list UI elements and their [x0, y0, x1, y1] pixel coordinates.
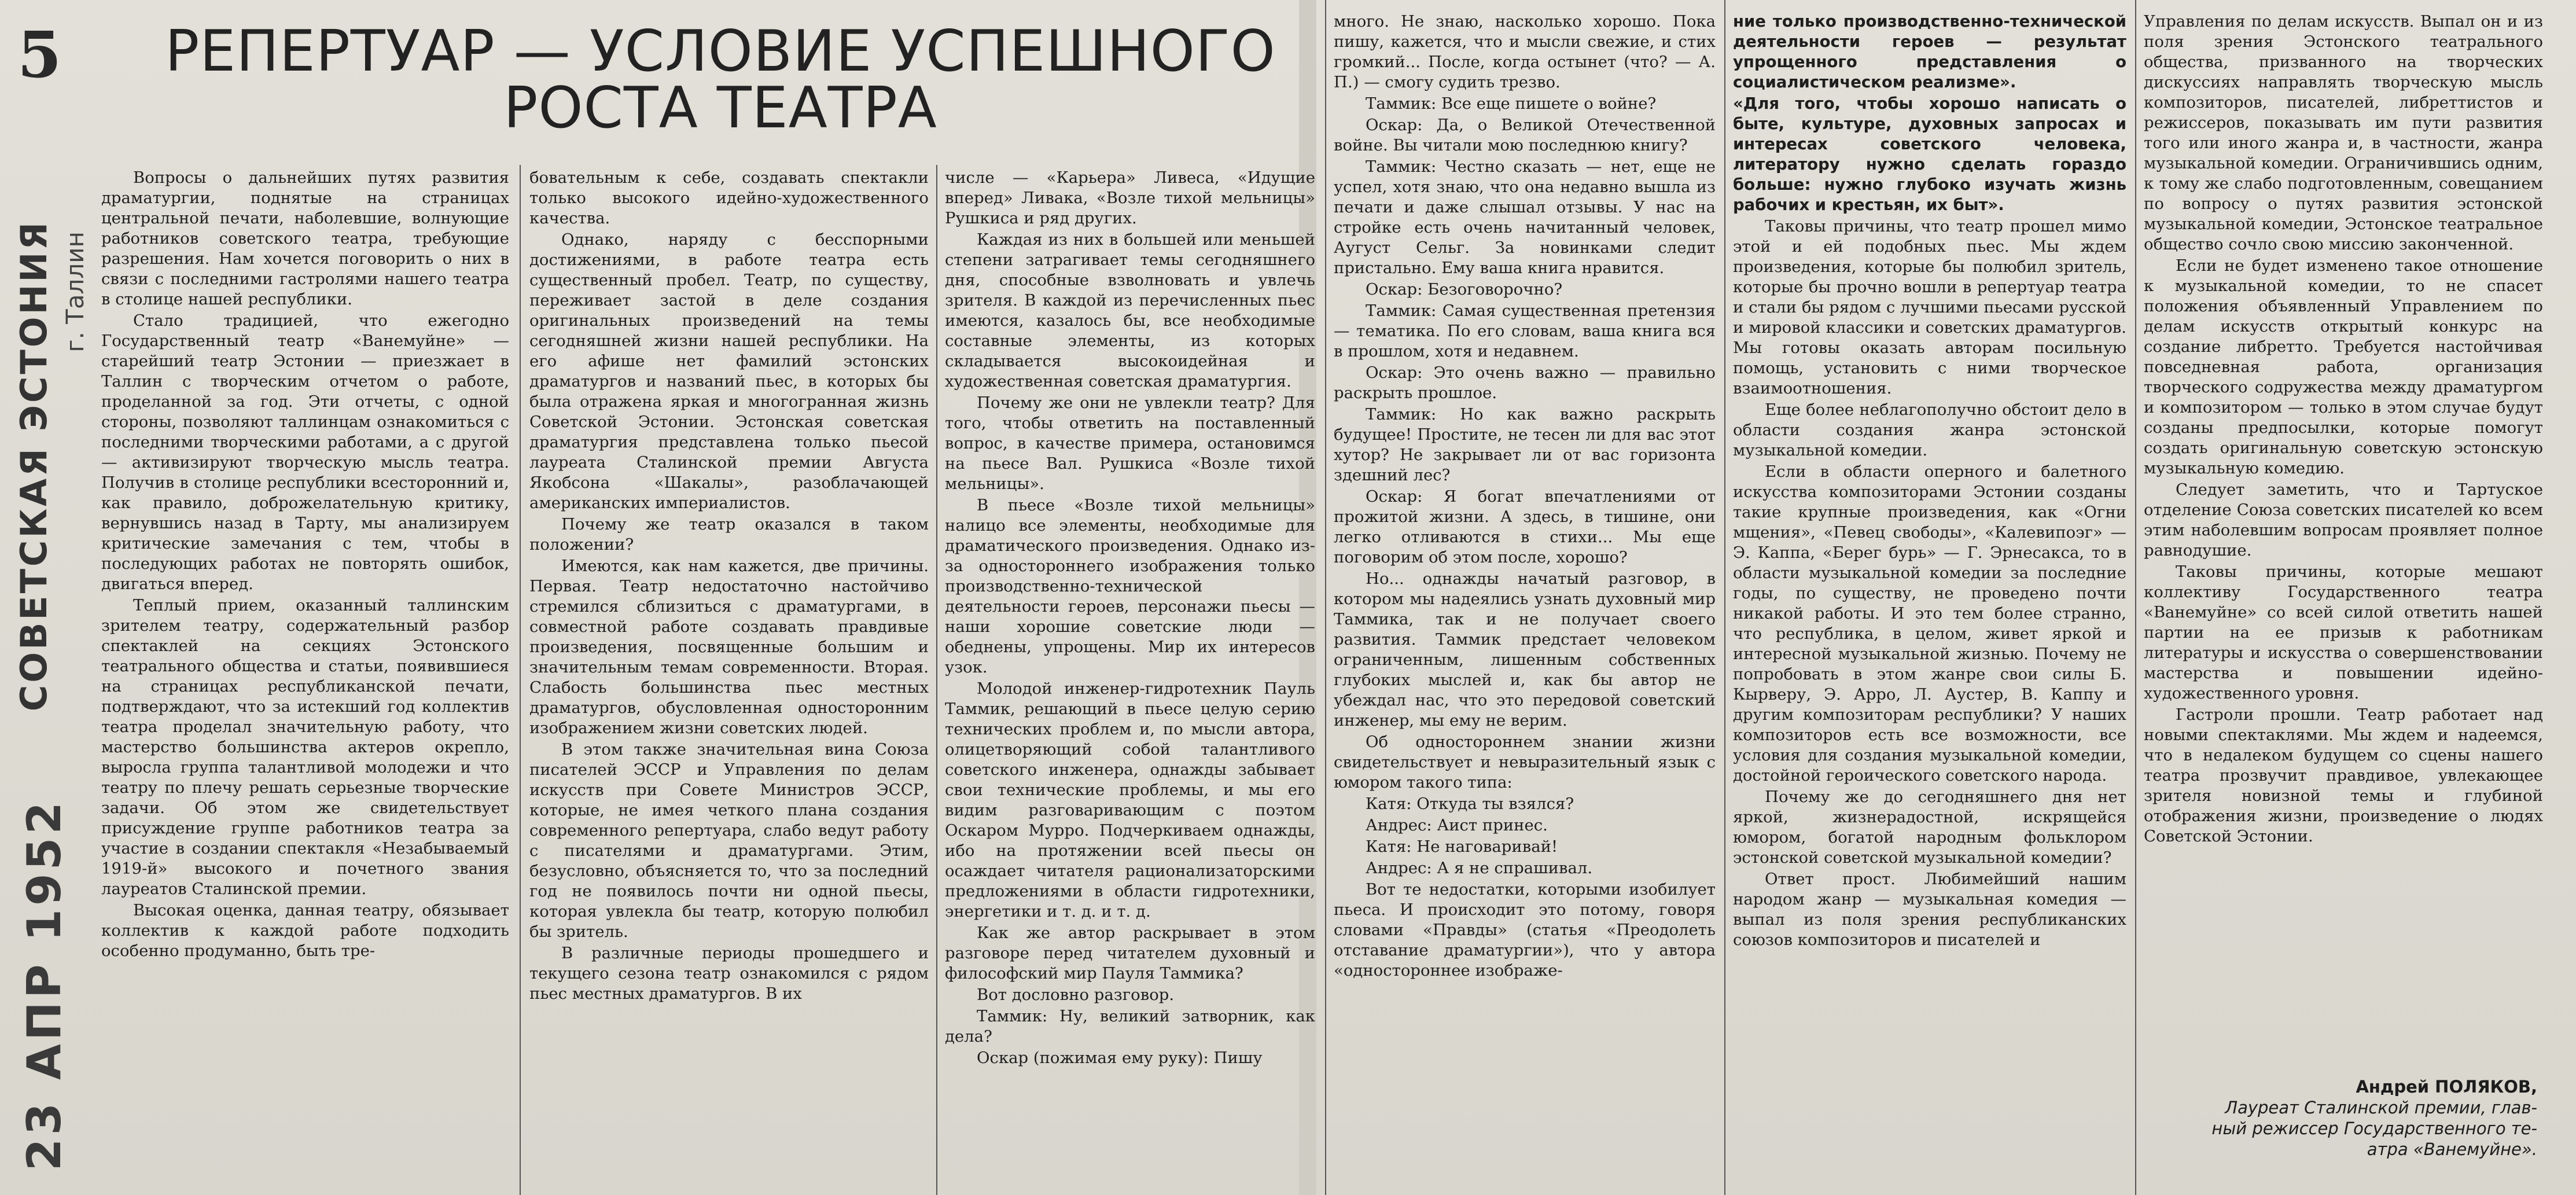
- dialogue-line: Таммик: Но как важно раскрыть будущее! Простите, не тесен ли для вас этот хутор? Не закрывает ли от вас горизонта здешний лес?: [1334, 405, 1716, 484]
- quote-paragraph: «Для того, чтобы хорошо написать о быте, культуре, духовных запросах и интересах советского человека, литератору нужно сделать гораздо больше: нужно глубоко изучать жизнь рабочих и крестьян, их быт».: [1733, 94, 2126, 214]
- dialogue-line: Таммик: Самая существенная претензия — тематика. По его словам, ваша книга вся в прошлом, хотя и недавнем.: [1334, 301, 1716, 361]
- paragraph: Если не будет изменено такое отношение к музыкальной комедии, то не спасет положения объявленный Управлением по делам искусств открытый конкурс на создание либретто. Требуется настойчивая повседневная работа, организация творческого содружества между драматургом и композитором — только в этом случае будут созданы предпосылки, которые помогут создать оригинальную советскую эстонскую музыкальную комедию.: [2144, 256, 2543, 477]
- paragraph: Однако, наряду с бесспорными достижениями, в работе театра есть существенный пробел. Театр, по существу, переживает застой в деле создания оригинальных произведений на темы сегодняшней жизни нашей республики. На его афише нет фамилий эстонских драматургов и названий пьес, в которых бы была отражена яркая и многогранная жизнь Советской Эстонии. Эстонская советская драматургия представлена только пьесой лауреата Сталинской премии Августа Якобсона «Шакалы», разоблачающей американских империалистов.: [529, 230, 929, 512]
- headline-line-1: РЕПЕРТУАР — УСЛОВИЕ УСПЕШНОГО: [165, 19, 1276, 84]
- paragraph: Ответ прост. Любимейший нашим народом жанр — музыкальная комедия — выпал из поля зрения республиканских союзов композиторов и писателей и: [1733, 870, 2126, 949]
- dialogue-line: Оскар: Безоговорочно?: [1366, 280, 1563, 299]
- column-rule: [1724, 0, 1725, 1195]
- column-2: [529, 168, 929, 1192]
- paragraph: Но... однажды начатый разговор, в котором мы надеялись узнать духовный мир Таммика, так и не получает своего развития. Таммик предстает человеком ограниченным, лишенным собственных глубоких мыслей и, как бы автор не убеждал нас, что это передовой советский инженер, мы ему не верим.: [1334, 569, 1716, 730]
- dialogue-line: Оскар: Да, о Великой Отечественной войне. Вы читали мою последнюю книгу?: [1334, 116, 1716, 155]
- column-rule: [520, 165, 521, 1195]
- paragraph: В этом также значительная вина Союза писателей ЭССР и Управления по делам искусств при Совете Министров ЭССР, которые, не имея четкого плана создания современного репертуара, слабо ведут работу с писателями и драматургами. Этим, безусловно, объясняется то, что за последний год не появилось почти ни одной пьесы, которая увлекла бы театр, которую полюбил бы зритель.: [529, 740, 929, 941]
- paragraph: Гастроли прошли. Театр работает над новыми спектаклями. Мы ждем и надеемся, что в недалеком будущем со сцены нашего театра прозвучит правдивое, увлекающее зрителя новизной темы и глубиной отображения жизни, произведение о людях Советской Эстонии.: [2144, 705, 2543, 845]
- paragraph: Почему же театр оказался в таком положении?: [529, 515, 929, 554]
- column-rule: [936, 165, 937, 1195]
- paragraph: Имеются, как нам кажется, две причины. Первая. Театр недостаточно настойчиво стремился сблизиться с драматургами, в совместной работе создавать правдивые произведения, посвященные большим и значительным темам современности. Вторая. Слабость большинства пьес местных драматургов, обусловленная односторонним изображением жизни советских людей.: [529, 557, 929, 737]
- dialogue-line: Таммик: Честно сказать — нет, еще не успел, хотя знаю, что она недавно вышла из печати и даже слышал отзывы. У нас на стройке есть очень начитанный человек, Аугуст Сельг. За новинками следит пристально. Ему ваша книга нравится.: [1334, 157, 1716, 277]
- headline-line-2: РОСТА ТЕАТРА: [503, 75, 937, 141]
- paragraph: Вот дословно разговор.: [977, 986, 1175, 1004]
- paragraph: Почему же до сегодняшнего дня нет яркой, жизнерадостной, искрящейся юмором, богатой народным фольклором эстонской советской музыкальной комедии?: [1733, 788, 2126, 867]
- quote-paragraph: ние только производственно-технической деятельности героев — результат упрощенного представления о социалистическом реализме».: [1733, 12, 2126, 91]
- paragraph: Вот те недостатки, которыми изобилует пьеса. И происходит это потому, говоря словами «Правды» (статья «Преодолеть отставание драматургии»), что у автора «одностороннее изображе-: [1334, 880, 1716, 980]
- column-6: [2144, 12, 2543, 1071]
- column-4: [1334, 12, 1716, 1192]
- paragraph: Следует заметить, что и Тартуское отделение Союза советских писателей ко всем этим наболевшим вопросам проявляет полное равнодушие.: [2144, 480, 2543, 560]
- dialogue-line: Оскар: Я богат впечатлениями от прожитой жизни. А здесь, в тишине, они легко отливаются в стихи... Мы еще поговорим об этом после, хорошо?: [1334, 487, 1716, 567]
- paragraph: Об одностороннем знании жизни свидетельствует и невыразительный язык с юмором такого типа:: [1334, 733, 1716, 792]
- paragraph: числе — «Карьера» Ливеса, «Идущие вперед» Ливака, «Возле тихой мельницы» Рушкиса и ряд других.: [945, 168, 1315, 227]
- paragraph: Каждая из них в большей или меньшей степени затрагивает темы сегодняшнего дня, способные взволновать и увлечь зрителя. В каждой из перечисленных пьес имеются, казалось бы, все необходимые составные элементы, из которых складывается высокоидейная и художественная советская драматургия.: [945, 230, 1315, 391]
- dialogue-line: Катя: Не наговаривай!: [1366, 837, 1558, 856]
- author-title-line: атра «Ванемуйне».: [2367, 1139, 2537, 1159]
- column-rule: [2135, 0, 2136, 1195]
- paragraph: бовательным к себе, создавать спектакли только высокого идейно-художественного качества.: [529, 168, 929, 227]
- paragraph: Стало традицией, что ежегодно Государственный театр «Ванемуйне» — старейший театр Эстонии — приезжает в Таллин с творческим отчетом о работе, проделанной за год. Эти отчеты, с одной стороны, позволяют таллинцам ознакомиться с последними творческими работами, а с другой — активизируют творческую мысль театра. Получив в столице республики всесторонний и, как правило, доброжелательную критику, вернувшись назад в Тарту, мы анализируем критические замечания с тем, чтобы в последующих работах не повторять ошибок, двигаться вперед.: [101, 311, 509, 593]
- paragraph: Почему же они не увлекли театр? Для того, чтобы ответить на поставленный вопрос, в качестве примера, остановимся на пьесе Вал. Рушкиса «Возле тихой мельницы».: [945, 394, 1315, 493]
- dialogue-line: Андрес: А я не спрашивал.: [1366, 859, 1593, 877]
- paragraph: Высокая оценка, данная театру, обязывает коллектив к каждой работе подходить особенно продуманно, быть тре-: [101, 901, 509, 960]
- author-title-line: Лауреат Сталинской премии, глав-: [2225, 1098, 2537, 1117]
- column-1: [101, 168, 509, 1192]
- paragraph: Молодой инженер-гидротехник Пауль Таммик, решающий в пьесе целую серию технических проблем и, по мысли автора, олицетворяющий собой талантливого советского инженера, однажды забывает свои технические проблемы, и мы его видим разговаривающим с поэтом Оскаром Мурро. Подчеркиваем однажды, ибо на протяжении всей пьесы он осаждает читателя рационализаторскими предложениями в области гидротехники, энергетики и т. д. и т. д.: [945, 679, 1315, 921]
- dialogue-line: Оскар: Это очень важно — правильно раскрыть прошлое.: [1334, 363, 1716, 402]
- paragraph: много. Не знаю, насколько хорошо. Пока пишу, кажется, что и мысли свежие, и стих громкий... После, когда остынет (что? — А. П.) — смогу судить трезво.: [1334, 12, 1716, 91]
- left-margin: [0, 0, 87, 1195]
- paragraph: Как же автор раскрывает в этом разговоре перед читателем духовный и философский мир Пауля Таммика?: [945, 924, 1315, 983]
- paragraph: Если в области оперного и балетного искусства композиторами Эстонии созданы такие крупные произведения, как «Огни мщения», «Певец свободы», «Калевипоэг» — Э. Каппа, «Берег бурь» — Г. Эрнесакса, то в области музыкальной комедии за последние годы, по существу, не проведено почти никакой работы. И это тем более странно, что республика, в целом, живет яркой и интересной музыкальной жизнью. Почему не попробовать в этом жанре свои силы Б. Кырверу, Э. Арро, Л. Аустер, В. Каппу и другим композиторам республики? У наших композиторов есть все возможности, все условия для создания музыкальной комедии, достойной героического советского народа.: [1733, 462, 2126, 785]
- page-mark: 5: [17, 17, 62, 92]
- paragraph: Управления по делам искусств. Выпал он и из поля зрения Эстонского театрального общества, призванного на творческих дискуссиях направлять творческую мысль композиторов, писателей, либреттистов и режиссеров, показывать им пути развития того или иного жанра и, в частности, жанра музыкальной комедии. Ограничившись одним, к тому же слабо подготовленным, совещанием по вопросу о путях развития эстонской музыкальной комедии, Эстонское театральное общество сочло свою миссию законченной.: [2144, 12, 2543, 253]
- dialogue-line: Таммик: Все еще пишете о войне?: [1366, 94, 1657, 113]
- dialogue-line: Таммик: Ну, великий затворник, как дела?: [945, 1007, 1315, 1046]
- newspaper-city: г. Таллин: [61, 231, 89, 352]
- dialogue-line: Оскар (пожимая ему руку): Пишу: [977, 1049, 1263, 1067]
- newspaper-name: СОВЕТСКАЯ ЭСТОНИЯ: [13, 220, 55, 712]
- paragraph: В различные периоды прошедшего и текущего сезона театр ознакомился с рядом пьес местных драматургов. В их: [529, 944, 929, 1003]
- paragraph: Таковы причины, которые мешают коллективу Государственного театра «Ванемуйне» со всей силой ответить нашей партии на ее призыв к работникам литературы и искусства о совершенствовании мастерства и повышении идейно-художественного уровня.: [2144, 562, 2543, 703]
- dialogue-line: Андрес: Аист принес.: [1366, 816, 1548, 834]
- paragraph: Вопросы о дальнейших путях развития драматургии, поднятые на страницах центральной печати, наболевшие, волнующие работников советского театра, требующие разрешения. Нам хочется поговорить о них в связи с последними гастролями нашего театра в столице нашей республики.: [101, 168, 509, 308]
- author-signature: [2155, 1076, 2537, 1160]
- author-title-line: ный режиссер Государственного те-: [2211, 1119, 2537, 1138]
- column-rule: [1325, 0, 1326, 1195]
- paragraph: Еще более неблагополучно обстоит дело в области создания жанра эстонской музыкальной комедии.: [1733, 400, 2126, 459]
- article-headline: [156, 19, 1285, 141]
- dialogue-line: Катя: Откуда ты взялся?: [1366, 795, 1574, 813]
- date-stamp: 23 АПР 1952: [17, 799, 71, 1171]
- paragraph: В пьесе «Возле тихой мельницы» налицо все элементы, необходимые для драматического произведения. Однако из-за одностороннего изображения только производственно-технической деятельности героев, персонажи пьесы — наши хорошие советские люди — обеднены, упрощены. Мир их интересов узок.: [945, 496, 1315, 676]
- paragraph: Таковы причины, что театр прошел мимо этой и ей подобных пьес. Мы ждем произведения, которые бы полюбил зритель, которые бы прочно вошли в репертуар театра и стали бы рядом с лучшими пьесами русской и мировой классики и советских драматургов. Мы готовы оказать авторам посильную помощь, установить с ними творческое взаимоотношения.: [1733, 217, 2126, 398]
- column-3: [945, 168, 1315, 1192]
- paragraph: Теплый прием, оказанный таллинским зрителем театру, содержательный разбор спектаклей на секциях Эстонского театрального общества и статьи, появившиеся на страницах республиканской печати, подтверждают, что за истекший год коллектив театра проделал значительную работу, что мастерство большинства актеров окрепло, выросла группа талантливой молодежи и что театру по плечу решать серьезные творческие задачи. Об этом же свидетельствует присуждение группе работников театра за участие в создании спектакля «Незабываемый 1919-й» высокого и почетного звания лауреатов Сталинской премии.: [101, 596, 509, 898]
- author-name: Андрей ПОЛЯКОВ,: [2356, 1077, 2537, 1097]
- column-5: [1733, 12, 2126, 1192]
